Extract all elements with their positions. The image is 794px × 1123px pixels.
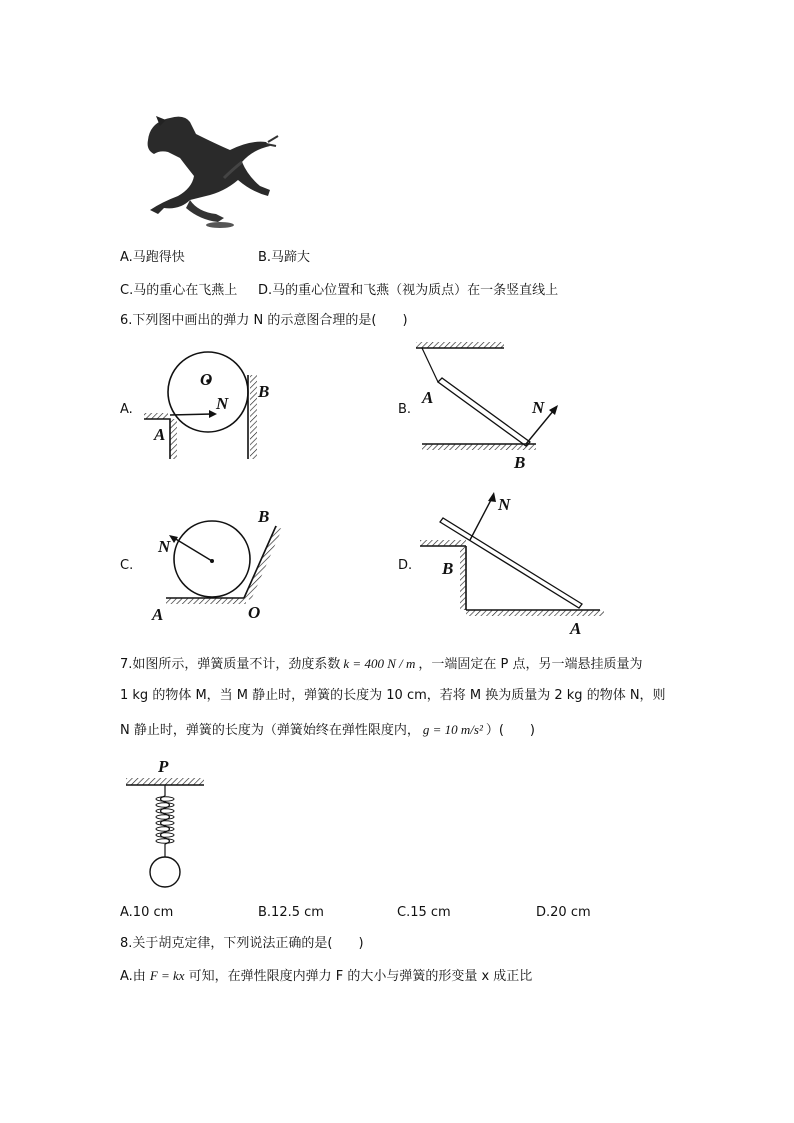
q7-line3a: N 静止时，弹簧的长度为（弹簧始终在弹性限度内， [120, 723, 420, 738]
q7-line1 [120, 656, 642, 673]
fig-a-label-a: A [154, 425, 166, 444]
q6-figure-c [148, 502, 288, 622]
q7-k-formula: k = 400 N / m [343, 656, 416, 671]
q8-formula: F = kx [149, 968, 185, 983]
q7-fig-label-p: P [158, 757, 169, 776]
q7-option-c: C.15 cm [397, 905, 451, 920]
q8-option-a-prefix: A.由 [120, 969, 146, 984]
q5-option-d: D.马的重心位置和飞燕（视为质点）在一条竖直线上 [258, 283, 559, 298]
fig-c-label-o: O [248, 603, 261, 622]
q8-option-a-text: 可知，在弹性限度内弹力 F 的大小与弹簧的形变量 x 成正比 [188, 969, 533, 984]
q7-option-d: D.20 cm [536, 905, 591, 920]
q6-figure-b [412, 340, 572, 470]
fig-d-label-b: B [442, 559, 454, 578]
q7-g-formula: g = 10 m/s² [422, 722, 483, 737]
q6-label-b: B. [398, 402, 412, 417]
q6-figure-d [416, 488, 616, 638]
fig-d-label-n: N [498, 495, 511, 514]
q7-line1a: 7.如图所示，弹簧质量不计，劲度系数 [120, 657, 341, 672]
fig-a-label-o: O [200, 370, 213, 389]
q7-option-a: A.10 cm [120, 905, 174, 920]
q5-option-b: B.马蹄大 [258, 250, 311, 265]
q6-label-d: D. [398, 558, 413, 573]
q7-option-b: B.12.5 cm [258, 905, 324, 920]
fig-c-label-n: N [158, 537, 171, 556]
fig-a-label-n: N [216, 394, 229, 413]
q7-spring-figure [120, 756, 220, 896]
q7-line1b: ，一端固定在 P 点，另一端悬挂质量为 [418, 657, 643, 672]
q7-line2: 1 kg 的物体 M，当 M 静止时，弹簧的长度为 10 cm，若将 M 换为质量为 2 kg 的物体 N，则 [120, 688, 666, 703]
q5-option-a: A.马跑得快 [120, 250, 185, 265]
fig-c-label-b: B [258, 507, 270, 526]
fig-c-label-a: A [152, 605, 164, 624]
galloping-horse-image [120, 100, 280, 230]
fig-d-label-a: A [570, 619, 582, 638]
q7-line3 [120, 722, 535, 739]
q8-stem: 8.关于胡克定律，下列说法正确的是( ) [120, 936, 364, 951]
fig-b-label-a: A [422, 388, 434, 407]
q7-line3b: ）( ) [485, 723, 535, 738]
fig-b-label-n: N [532, 398, 545, 417]
q6-label-a: A. [120, 402, 133, 417]
q6-label-c: C. [120, 558, 134, 573]
q8-option-a [120, 968, 532, 985]
q6-figure-a [140, 345, 280, 465]
fig-b-label-b: B [514, 453, 526, 472]
q5-option-c: C.马的重心在飞燕上 [120, 283, 238, 298]
q6-stem: 6.下列图中画出的弹力 N 的示意图合理的是( ) [120, 313, 408, 328]
fig-a-label-b: B [258, 382, 270, 401]
